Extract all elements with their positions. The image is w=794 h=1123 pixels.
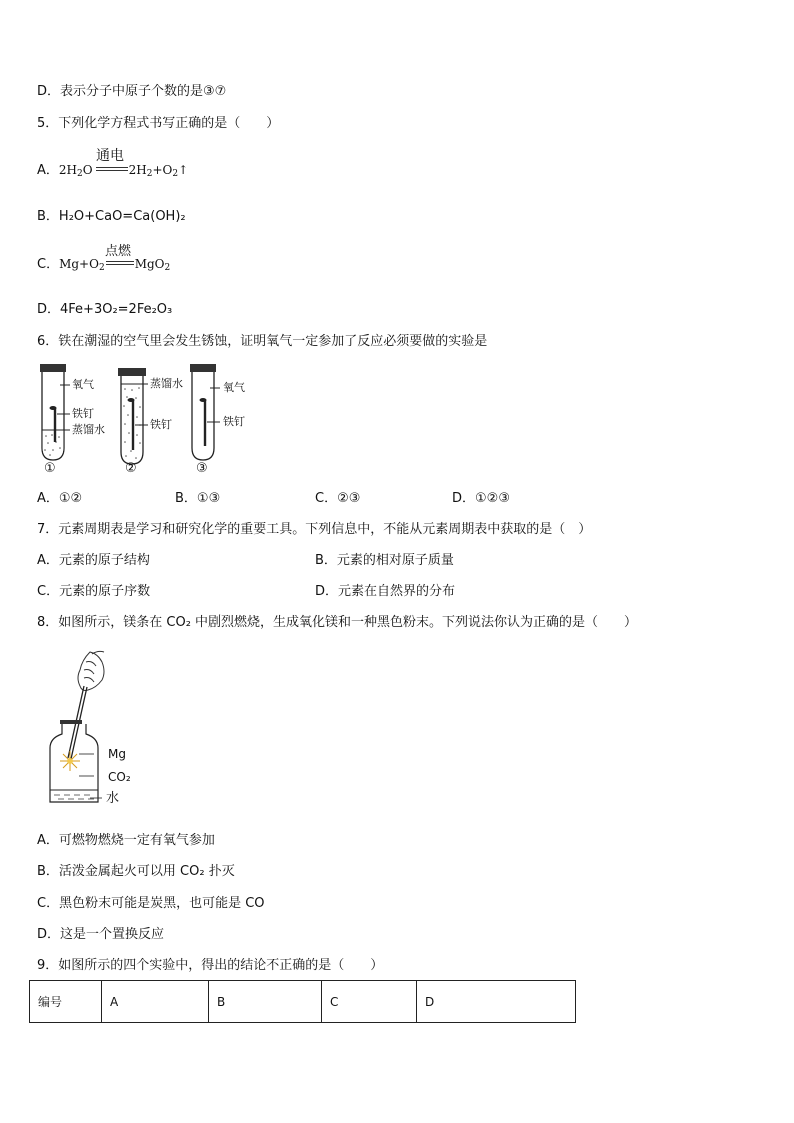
- bottle-lid: [60, 720, 82, 724]
- tube-2-number: ②: [125, 461, 137, 476]
- q8-option-a: A．可燃物燃烧一定有氧气参加: [37, 833, 215, 848]
- tube-3: [190, 364, 220, 460]
- q5-a-condition: 通电: [96, 148, 124, 164]
- tube-3-stopper: [190, 364, 216, 372]
- q5-c-right: MgO: [134, 257, 165, 271]
- q5-c-prefix: C．: [37, 257, 60, 272]
- q5-a-right2: +O: [152, 163, 173, 177]
- q5-a-prefix: A．: [37, 163, 59, 178]
- q5-a-right1: 2H: [128, 163, 147, 177]
- q4-option-d: D．表示分子中原子个数的是③⑦: [37, 84, 227, 99]
- q6-option-d: D．①②③: [452, 491, 510, 506]
- q5-stem: 5．下列化学方程式书写正确的是（ ）: [37, 116, 280, 131]
- tube-2-label-nail: 铁钉: [150, 418, 172, 431]
- q8-combustion-figure: [46, 648, 106, 808]
- label-water: 水: [106, 791, 120, 806]
- q9-cell-label: 编号: [30, 981, 102, 1023]
- q9-table-row: [30, 981, 576, 1023]
- tube-1-number: ①: [44, 461, 56, 476]
- q5-option-b: B．H₂O+CaO=Ca(OH)₂: [37, 209, 186, 224]
- q9-stem: 9．如图所示的四个实验中，得出的结论不正确的是（ ）: [37, 958, 384, 973]
- q5-c-right-sub: 2: [164, 263, 171, 273]
- q9-table: [29, 980, 576, 1023]
- q7-option-d: D．元素在自然界的分布: [315, 584, 456, 599]
- q5-c-left: Mg+O: [59, 257, 99, 271]
- label-co2: CO₂: [108, 770, 131, 784]
- q7-option-a: A．元素的原子结构: [37, 553, 150, 568]
- tube-1-stopper: [40, 364, 66, 372]
- q5-a-right2-sub: 2: [172, 169, 179, 179]
- tube-1-label-water: 蒸馏水: [72, 423, 105, 436]
- tube-3-label-nail: 铁钉: [223, 415, 245, 428]
- q5-a-left-tail: O: [82, 163, 93, 177]
- q5-c-left-sub: 2: [98, 263, 105, 273]
- q5-c-equals-top: [106, 261, 134, 262]
- label-mg: Mg: [108, 747, 126, 761]
- q7-stem: 7．元素周期表是学习和研究化学的重要工具。下列信息中，不能从元素周期表中获取的是（ ）: [37, 522, 592, 537]
- q5-a-equals-top: [96, 167, 128, 168]
- tube-1: [40, 364, 70, 460]
- tube-3-label-oxygen: 氧气: [223, 381, 245, 394]
- tube-2-label-water: 蒸馏水: [150, 377, 183, 390]
- q6-option-a: A．①②: [37, 491, 83, 506]
- q5-a-equals-bottom: [96, 170, 128, 171]
- q7-option-b: B．元素的相对原子质量: [315, 553, 454, 568]
- q5-a-right1-sub: 2: [146, 169, 153, 179]
- q8-option-c: C．黑色粉末可能是炭黑，也可能是 CO: [37, 896, 265, 911]
- q5-a-arrow: ↑: [178, 163, 189, 177]
- q7-option-c: C．元素的原子序数: [37, 584, 151, 599]
- q8-stem: 8．如图所示，镁条在 CO₂ 中剧烈燃烧，生成氧化镁和一种黑色粉末。下列说法你认为正确的是（ ）: [37, 615, 638, 630]
- q9-cell-a: A: [102, 981, 209, 1023]
- q9-cell-c: C: [322, 981, 417, 1023]
- tube-1-label-oxygen: 氧气: [72, 378, 94, 391]
- q5-a-left: 2H: [58, 163, 78, 177]
- q5-a-left-sub: 2: [77, 169, 83, 179]
- q6-option-c: C．②③: [315, 491, 361, 506]
- q8-option-b: B．活泼金属起火可以用 CO₂ 扑灭: [37, 864, 235, 879]
- q9-cell-d: D: [417, 981, 576, 1023]
- q5-c-condition: 点燃: [105, 244, 132, 259]
- tube-2-stopper: [118, 368, 146, 376]
- hand-with-tongs: [78, 651, 104, 690]
- tube-1-label-nail: 铁钉: [72, 407, 94, 420]
- tube-2: [118, 368, 148, 464]
- q9-cell-b: B: [209, 981, 322, 1023]
- q5-c-equals-bottom: [106, 264, 134, 265]
- flame-core: [67, 758, 73, 764]
- tube-3-number: ③: [196, 461, 208, 476]
- q5-option-d: D．4Fe+3O₂=2Fe₂O₃: [37, 302, 173, 317]
- q8-option-d: D．这是一个置换反应: [37, 927, 165, 942]
- q5-option-c: [37, 256, 170, 273]
- q6-stem: 6．铁在潮湿的空气里会发生锈蚀，证明氧气一定参加了反应必须要做的实验是: [37, 334, 488, 349]
- q6-option-b: B．①③: [175, 491, 221, 506]
